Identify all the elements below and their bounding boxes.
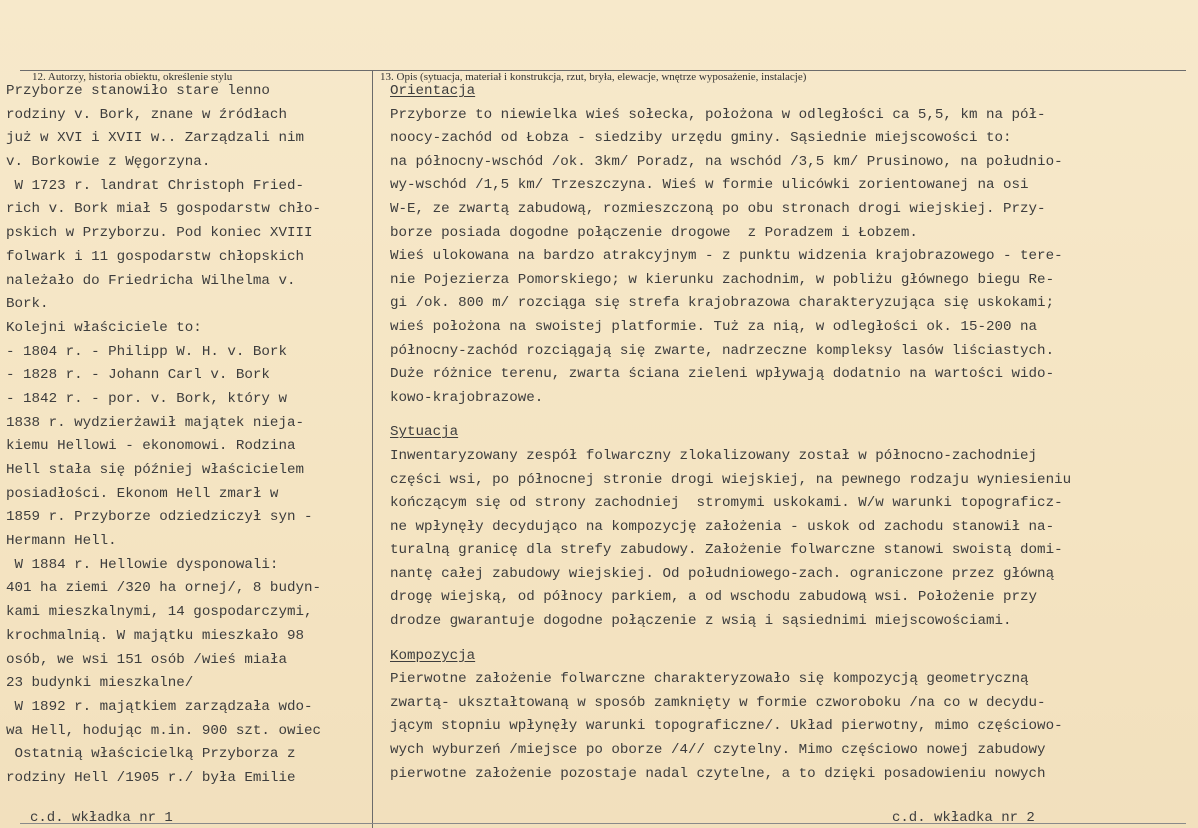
history-text-line: Bork.: [6, 296, 49, 313]
history-text-line: wa Hell, hodując m.in. 900 szt. owiec: [6, 722, 322, 739]
description-text-line: części wsi, po północnej stronie drogi wiejskiej, na pewnego rodzaju wyniesieniu: [390, 471, 1072, 488]
description-text-line: pierwotne założenie pozostaje nadal czytelne, a to dzięki posadowieniu nowych: [390, 765, 1046, 782]
description-text-line: nie Pojezierza Pomorskiego; w kierunku zachodnim, w pobliżu głównego biegu Re-: [390, 271, 1055, 288]
description-text-line: drodze gwarantuje dogodne połączenie z wsią i sąsiednimi miejscowościami.: [390, 613, 1012, 630]
section-heading: Orientacja: [390, 83, 476, 99]
description-text-line: gi /ok. 800 m/ rozciąga się strefa krajobrazowa charakteryzująca się uskokami;: [390, 295, 1055, 312]
field-12-header: 12. Autorzy, historia obiektu, określenie stylu: [32, 71, 233, 83]
history-text-line: Ostatnią właścicielką Przyborza z: [6, 746, 296, 763]
history-text-line: kiemu Hellowi - ekonomowi. Rodzina: [6, 438, 296, 455]
description-text-line: nantę całej zabudowy wiejskiej. Od południowego-zach. ograniczone przez główną: [390, 565, 1055, 582]
history-text-line: 1838 r. wydzierżawił majątek nieja-: [6, 414, 304, 431]
history-text-line: folwark i 11 gospodarstw chłopskich: [6, 248, 304, 265]
description-text-line: zwartą- ukształtowaną w sposób zamknięty w formie czworoboku /na co w decydu-: [390, 694, 1046, 711]
section-gap: [390, 410, 1195, 421]
history-text-line: rich v. Bork miał 5 gospodarstw chło-: [6, 201, 322, 218]
history-text-line: W 1884 r. Hellowie dysponowali:: [6, 556, 279, 573]
left-continuation-note: c.d. wkładka nr 1: [30, 810, 173, 826]
history-text-line: osób, we wsi 151 osób /wieś miała: [6, 651, 287, 668]
history-text-line: rodziny Hell /1905 r./ była Emilie: [6, 769, 296, 786]
history-text-line: W 1723 r. landrat Christoph Fried-: [6, 177, 304, 194]
history-text-line: 1859 r. Przyborze odziedziczył syn -: [6, 509, 313, 526]
description-text-line: Wieś ulokowana na bardzo atrakcyjnym - z punktu widzenia krajobrazowego - tere-: [390, 248, 1063, 265]
description-text-line: Duże różnice terenu, zwarta ściana zieleni wpływają dodatnio na wartości wido-: [390, 366, 1055, 383]
section-heading: Sytuacja: [390, 424, 459, 441]
history-text-line: - 1842 r. - por. v. Bork, który w: [6, 390, 287, 407]
history-text-line: 401 ha ziemi /320 ha ornej/, 8 budyn-: [6, 580, 322, 597]
description-column: [390, 80, 1195, 786]
description-text-line: Inwentaryzowany zespół folwarczny zlokalizowany został w północno-zachodniej: [390, 447, 1038, 464]
history-text-line: krochmalnią. W majątku mieszkało 98: [6, 627, 304, 644]
description-text-line: jącym stopniu wpłynęły warunki topograficzne/. Układ pierwotny, mimo częściowo-: [390, 718, 1063, 735]
history-text-line: Kolejni właściciele to:: [6, 319, 202, 336]
description-text-line: ne wpłynęły decydująco na kompozycję założenia - uskok od zachodu stanowił na-: [390, 518, 1055, 535]
description-text-line: Przyborze to niewielka wieś sołecka, położona w odległości ca 5,5, km na pół-: [390, 106, 1046, 123]
description-text-line: północny-zachód rozciągają się zwarte, nadrzeczne kompleksy lasów liściastych.: [390, 342, 1055, 359]
description-text-line: wy-wschód /1,5 km/ Trzeszczyna. Wieś w formie ulicówki zorientowanej na osi: [390, 177, 1029, 194]
column-divider: [372, 70, 373, 828]
history-column: [6, 80, 370, 791]
right-continuation-note: c.d. wkładka nr 2: [892, 810, 1035, 826]
history-text-line: posiadłości. Ekonom Hell zmarł w: [6, 485, 279, 502]
description-text-line: drogę wiejską, od północy parkiem, a od wschodu zabudową wsi. Położenie przy: [390, 589, 1038, 606]
history-text-line: Hell stała się później właścicielem: [6, 462, 304, 478]
history-text-line: 23 budynki mieszkalne/: [6, 675, 194, 692]
history-text-line: należało do Friedricha Wilhelma v.: [6, 272, 296, 289]
history-text-line: pskich w Przyborzu. Pod koniec XVIII: [6, 225, 313, 242]
section-gap: [390, 634, 1195, 645]
description-text-line: borze posiada dogodne połączenie drogowe z Poradzem i Łobzem.: [390, 224, 918, 241]
description-text-line: W-E, ze zwartą zabudową, rozmieszczoną po obu stronach drogi wiejskiej. Przy-: [390, 200, 1046, 217]
history-text-line: v. Borkowie z Węgorzyna.: [6, 154, 211, 171]
history-text-line: - 1804 r. - Philipp W. H. v. Bork: [6, 343, 287, 360]
history-text-line: W 1892 r. majątkiem zarządzała wdo-: [6, 698, 313, 715]
history-text-line: Hermann Hell.: [6, 533, 117, 550]
description-text-line: noocy-zachód od Łobza - siedziby urzędu gminy. Sąsiednie miejscowości to:: [390, 130, 1012, 147]
section-heading: Kompozycja: [390, 647, 476, 664]
description-text-line: kończącym się od strony zachodniej stromymi uskokami. W/w warunki topograficz-: [390, 495, 1063, 512]
history-text-line: Przyborze stanowiło stare lenno: [6, 83, 270, 99]
history-text-line: już w XVI i XVII w.. Zarządzali nim: [6, 130, 304, 147]
history-text-line: - 1828 r. - Johann Carl v. Bork: [6, 367, 270, 384]
history-text-line: kami mieszkalnymi, 14 gospodarczymi,: [6, 604, 313, 621]
history-text-line: rodziny v. Bork, znane w źródłach: [6, 106, 287, 123]
description-text-line: turalną granicę dla strefy zabudowy. Założenie folwarczne stanowi swoistą domi-: [390, 542, 1063, 559]
description-text-line: wych wyburzeń /miejsce po oborze /4// czytelny. Mimo częściowo nowej zabudowy: [390, 742, 1046, 759]
field-13-header: 13. Opis (sytuacja, materiał i konstrukcja, rzut, bryła, elewacje, wnętrze wyposażenie, instalacje): [380, 71, 807, 83]
description-text-line: Pierwotne założenie folwarczne charakteryzowało się kompozycją geometryczną: [390, 671, 1029, 688]
description-text-line: wieś położona na swoistej platformie. Tuż za nią, w odległości ok. 15-200 na: [390, 318, 1038, 335]
description-text-line: kowo-krajobrazowe.: [390, 389, 544, 406]
description-text-line: na północny-wschód /ok. 3km/ Poradz, na wschód /3,5 km/ Prusinowo, na południo-: [390, 153, 1063, 170]
